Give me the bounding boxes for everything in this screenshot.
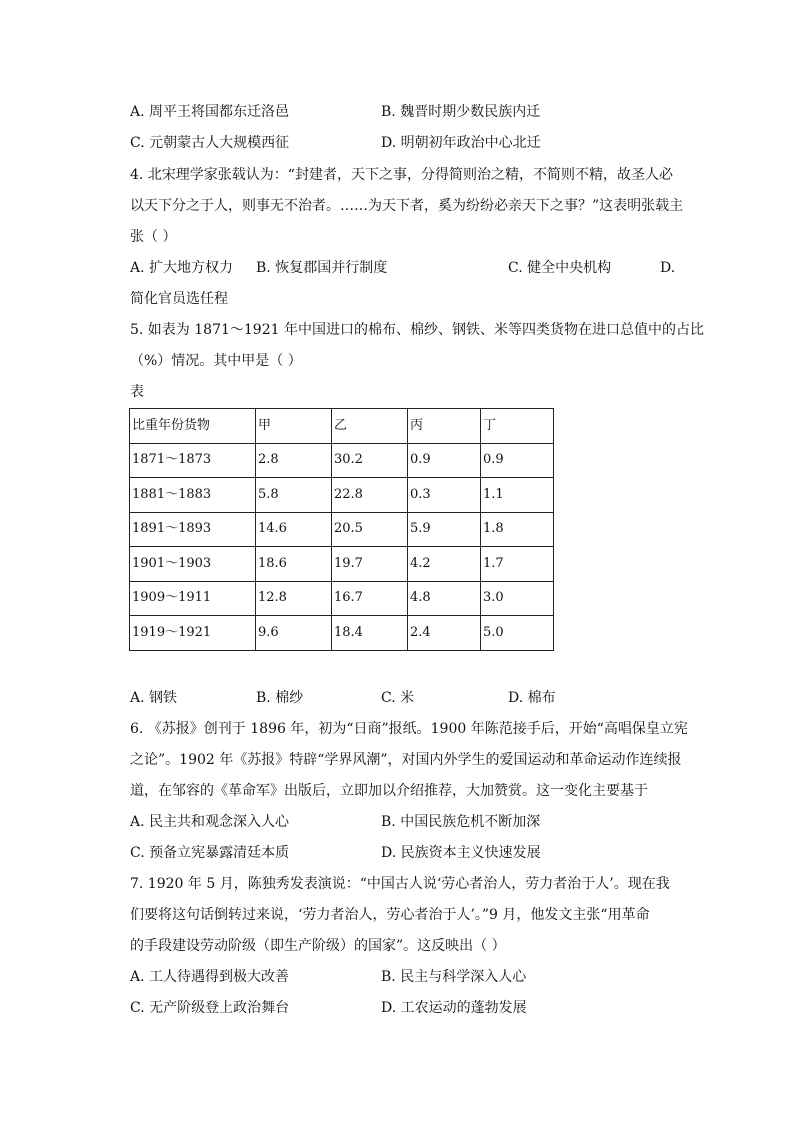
q4-option-a: A. 扩大地方权力 — [130, 260, 234, 276]
q7-option-c: C. 无产阶级登上政治舞台 — [130, 1000, 290, 1016]
table-cell: 18.4 — [332, 616, 408, 651]
table-cell: 4.8 — [408, 581, 481, 616]
q3-option-c: C. 元朝蒙古人大规模西征 — [130, 135, 290, 151]
q7-option-a: A. 工人待遇得到极大改善 — [130, 969, 290, 985]
table-header-cell: 比重年份货物 — [130, 409, 256, 444]
q5-table-label: 表 — [130, 384, 144, 400]
table-cell: 19.7 — [332, 547, 408, 582]
q5-option-a: A. 钢铁 — [130, 690, 178, 706]
q7-stem-line3: 的手段建设劳动阶级（即生产阶级）的国家”。这反映出（ ） — [130, 938, 506, 954]
q7-stem-line1: 7. 1920 年 5 月，陈独秀发表演说：“中国古人说‘劳心者治人，劳力者治于人’。现在我 — [130, 876, 670, 892]
table-cell: 1871～1873 — [130, 443, 256, 478]
table-header-cell: 丙 — [408, 409, 481, 444]
q6-option-b: B. 中国民族危机不断加深 — [381, 814, 541, 830]
q4-option-b: B. 恢复郡国并行制度 — [256, 260, 388, 276]
table-cell: 20.5 — [332, 512, 408, 547]
table-cell: 1881～1883 — [130, 478, 256, 513]
q3-option-a: A. 周平王将国都东迁洛邑 — [130, 104, 290, 120]
q6-stem-line3: 道，在邹容的《革命军》出版后，立即加以介绍推荐，大加赞赏。这一变化主要基于 — [130, 783, 648, 799]
table-cell: 1909～1911 — [130, 581, 256, 616]
table-cell: 5.9 — [408, 512, 481, 547]
table-cell: 14.6 — [256, 512, 332, 547]
table-cell: 3.0 — [481, 581, 554, 616]
table-cell: 1891～1893 — [130, 512, 256, 547]
q6-option-d: D. 民族资本主义快速发展 — [381, 845, 541, 861]
q4-option-d: D. — [660, 260, 676, 276]
table-cell: 9.6 — [256, 616, 332, 651]
table-cell: 5.8 — [256, 478, 332, 513]
q5-option-b: B. 棉纱 — [256, 690, 304, 706]
table-row — [130, 547, 554, 582]
table-cell: 2.4 — [408, 616, 481, 651]
table-row — [130, 443, 554, 478]
table-cell: 1919～1921 — [130, 616, 256, 651]
table-row — [130, 512, 554, 547]
table-cell: 4.2 — [408, 547, 481, 582]
table-cell: 5.0 — [481, 616, 554, 651]
table-cell: 0.9 — [408, 443, 481, 478]
q4-stem-line2: 以天下分之于人，则事无不治者。……为天下者，奚为纷纷必亲天下之事？”这表明张载主 — [130, 198, 684, 214]
q4-option-d-text: 简化官员选任程 — [130, 291, 228, 307]
table-header-row — [130, 409, 554, 444]
q7-option-d: D. 工农运动的蓬勃发展 — [381, 1000, 527, 1016]
table-cell: 18.6 — [256, 547, 332, 582]
q5-option-d: D. 棉布 — [508, 690, 556, 706]
q3-option-b: B. 魏晋时期少数民族内迁 — [381, 104, 541, 120]
table-cell: 1.7 — [481, 547, 554, 582]
q6-stem-line1: 6. 《苏报》创刊于 1896 年，初为“日商”报纸。1900 年陈范接手后，开始“高唱保皇立宪 — [130, 721, 688, 737]
table-row — [130, 581, 554, 616]
table-cell: 22.8 — [332, 478, 408, 513]
q5-stem-line1: 5. 如表为 1871～1921 年中国进口的棉布、棉纱、钢铁、米等四类货物在进口总值中的占比 — [130, 322, 704, 338]
table-cell: 0.9 — [481, 443, 554, 478]
q4-option-c: C. 健全中央机构 — [508, 260, 612, 276]
table-cell: 0.3 — [408, 478, 481, 513]
table-header-cell: 乙 — [332, 409, 408, 444]
q6-option-a: A. 民主共和观念深入人心 — [130, 814, 290, 830]
table-row — [130, 478, 554, 513]
import-share-table — [129, 408, 554, 651]
table-header-cell: 甲 — [256, 409, 332, 444]
table-header-cell: 丁 — [481, 409, 554, 444]
table-row — [130, 616, 554, 651]
table-cell: 16.7 — [332, 581, 408, 616]
table-cell: 1901～1903 — [130, 547, 256, 582]
q3-option-d: D. 明朝初年政治中心北迁 — [381, 135, 541, 151]
q7-stem-line2: 们要将这句话倒转过来说，‘劳力者治人，劳心者治于人’。”9 月，他发文主张“用革命 — [130, 907, 650, 923]
q5-stem-line2: （%）情况。其中甲是（ ） — [130, 353, 302, 369]
table-cell: 1.1 — [481, 478, 554, 513]
q6-option-c: C. 预备立宪暴露清廷本质 — [130, 845, 290, 861]
q4-stem-line3: 张（ ） — [130, 229, 177, 245]
table-cell: 12.8 — [256, 581, 332, 616]
q4-stem-line1: 4. 北宋理学家张载认为：“封建者，天下之事，分得简则治之精，不简则不精，故圣人必 — [130, 167, 673, 183]
q6-stem-line2: 之论”。1902 年《苏报》特辟“学界风潮”，对国内外学生的爱国运动和革命运动作连续报 — [130, 752, 682, 768]
table-cell: 30.2 — [332, 443, 408, 478]
table-cell: 1.8 — [481, 512, 554, 547]
table-cell: 2.8 — [256, 443, 332, 478]
q5-option-c: C. 米 — [381, 690, 415, 706]
q7-option-b: B. 民主与科学深入人心 — [381, 969, 527, 985]
